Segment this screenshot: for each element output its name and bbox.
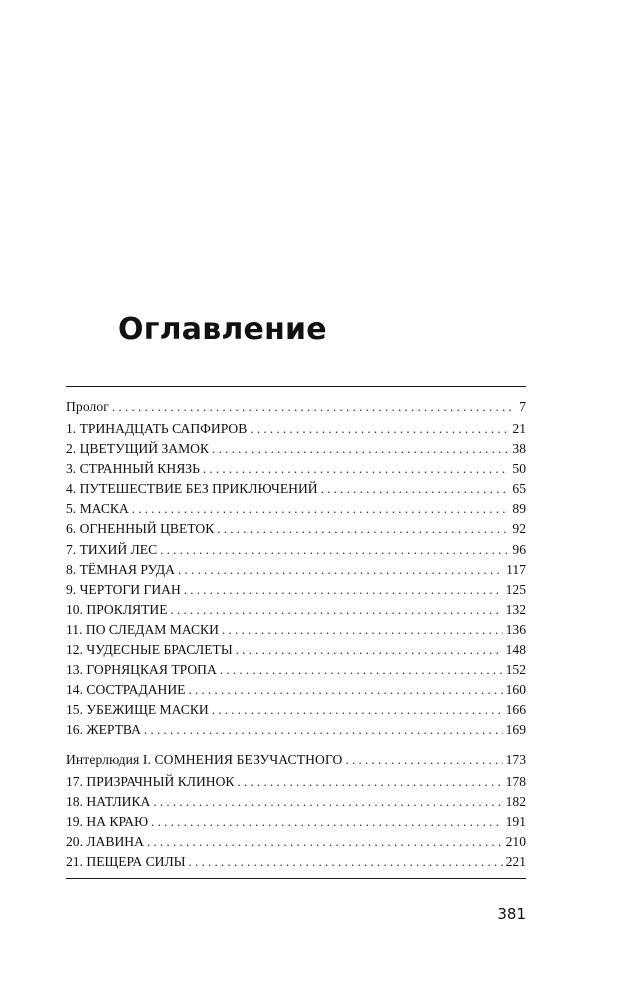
toc-entry [66, 720, 526, 740]
toc-entry-label: 3. СТРАННЫЙ КНЯЗЬ [66, 461, 200, 477]
toc-list-chapters-after [66, 772, 526, 872]
toc-entry-page: 21 [512, 421, 526, 436]
toc-list-chapters [66, 419, 526, 741]
toc-entry-page: 210 [505, 834, 526, 850]
dot-leader [238, 772, 503, 792]
toc-entry-page: 178 [505, 774, 526, 789]
toc-entry-label: 18. НАТЛИКА [66, 794, 151, 810]
toc-entry [66, 519, 526, 539]
toc-entry-label: 9. ЧЕРТОГИ ГИАН [66, 581, 181, 597]
toc-entry-label: 17. ПРИЗРАЧНЫЙ КЛИНОК [66, 774, 235, 789]
dot-leader [188, 680, 502, 700]
dot-leader [236, 640, 503, 660]
dot-leader [144, 720, 503, 740]
toc-entry [66, 439, 526, 459]
toc-entry-label: 2. ЦВЕТУЩИЙ ЗАМОК [66, 441, 210, 457]
toc-entry-page: 89 [512, 501, 526, 517]
toc-entry-page: 169 [505, 722, 526, 738]
dot-leader [212, 700, 503, 720]
toc-entry [66, 660, 526, 680]
toc-entry [66, 812, 526, 832]
toc-entry [66, 680, 526, 700]
toc-entry-page: 92 [512, 521, 526, 537]
toc-entry-label: 8. ТЁМНАЯ РУДА [66, 561, 175, 577]
toc-entry-label: 5. МАСКА [66, 501, 129, 517]
toc-entry-label: 19. НА КРАЮ [66, 814, 149, 830]
dot-leader [250, 419, 509, 439]
toc-entry-page: 7 [519, 399, 526, 414]
toc-entry [66, 540, 526, 560]
dot-leader [217, 519, 509, 539]
dot-leader [222, 620, 503, 640]
toc-entry-page: 136 [505, 621, 526, 637]
toc-entry-page: 65 [512, 481, 526, 497]
toc-entry [66, 620, 526, 640]
dot-leader [212, 439, 509, 459]
dot-leader [160, 540, 509, 560]
toc-entry-page: 117 [506, 561, 526, 577]
toc-entry-label: 13. ГОРНЯЦКАЯ ТРОПА [66, 662, 217, 678]
toc-entry-page: 173 [505, 752, 526, 767]
dot-leader [178, 560, 503, 580]
toc-entry-page: 50 [512, 461, 526, 477]
toc-entry-label: 14. СОСТРАДАНИЕ [66, 682, 186, 698]
toc-entry-label: 21. ПЕЩЕРА СИЛЫ [66, 854, 186, 870]
toc-list-main [66, 397, 526, 417]
toc-entry-label: 12. ЧУДЕСНЫЕ БРАСЛЕТЫ [66, 642, 233, 658]
toc-entry [66, 772, 526, 792]
toc-top-rule [66, 386, 526, 387]
dot-leader [147, 832, 503, 852]
toc-list-interlude [66, 750, 526, 770]
toc-entry-page: 152 [505, 662, 526, 678]
toc-entry-label: Интерлюдия I. СОМНЕНИЯ БЕЗУЧАСТНОГО [66, 752, 343, 767]
toc-entry-page: 166 [505, 702, 526, 718]
toc-entry [66, 600, 526, 620]
toc-entry-page: 132 [505, 601, 526, 617]
toc-entry-interlude [66, 750, 526, 770]
dot-leader [171, 600, 503, 620]
toc-entry [66, 499, 526, 519]
toc-entry [66, 852, 526, 872]
toc-entry-label: 20. ЛАВИНА [66, 834, 144, 850]
dot-leader [132, 499, 510, 519]
toc-entry [66, 560, 526, 580]
toc-entry-label: 6. ОГНЕННЫЙ ЦВЕТОК [66, 521, 215, 537]
toc-bottom-rule [66, 878, 526, 879]
toc-entry-page: 191 [505, 814, 526, 830]
toc-entry [66, 419, 526, 439]
toc-entry [66, 580, 526, 600]
dot-leader [203, 459, 510, 479]
toc-entry-prologue [66, 397, 526, 417]
dot-leader [151, 812, 503, 832]
page-number: 381 [497, 905, 526, 923]
toc-entry [66, 640, 526, 660]
toc-entry-label: 4. ПУТЕШЕСТВИЕ БЕЗ ПРИКЛЮЧЕНИЙ [66, 481, 318, 497]
dot-leader [184, 580, 503, 600]
toc-entry-label: 10. ПРОКЛЯТИЕ [66, 601, 168, 617]
dot-leader [153, 792, 502, 812]
toc-entry [66, 700, 526, 720]
toc-entry-label: Пролог [66, 399, 109, 414]
toc-entry-page: 148 [505, 642, 526, 658]
dot-leader [345, 750, 502, 770]
dot-leader [220, 660, 503, 680]
page-title: Оглавление [118, 312, 327, 347]
toc-entry-page: 125 [505, 581, 526, 597]
toc-entry [66, 792, 526, 812]
toc-entry-label: 16. ЖЕРТВА [66, 722, 141, 738]
toc-entry-label: 15. УБЕЖИЩЕ МАСКИ [66, 702, 209, 718]
dot-leader [112, 397, 513, 417]
toc-entry-label: 1. ТРИНАДЦАТЬ САПФИРОВ [66, 421, 248, 436]
toc-entry [66, 479, 526, 499]
toc-entry-page: 160 [505, 682, 526, 698]
toc-entry-page: 182 [505, 794, 526, 810]
dot-leader [189, 852, 503, 872]
toc-entry [66, 832, 526, 852]
toc-entry-page: 221 [505, 854, 526, 870]
toc-entry-page: 38 [512, 441, 526, 457]
toc-entry-label: 11. ПО СЛЕДАМ МАСКИ [66, 621, 219, 637]
toc-entry-page: 96 [512, 541, 526, 557]
dot-leader [321, 479, 510, 499]
toc-entry [66, 459, 526, 479]
toc-entry-label: 7. ТИХИЙ ЛЕС [66, 541, 158, 557]
